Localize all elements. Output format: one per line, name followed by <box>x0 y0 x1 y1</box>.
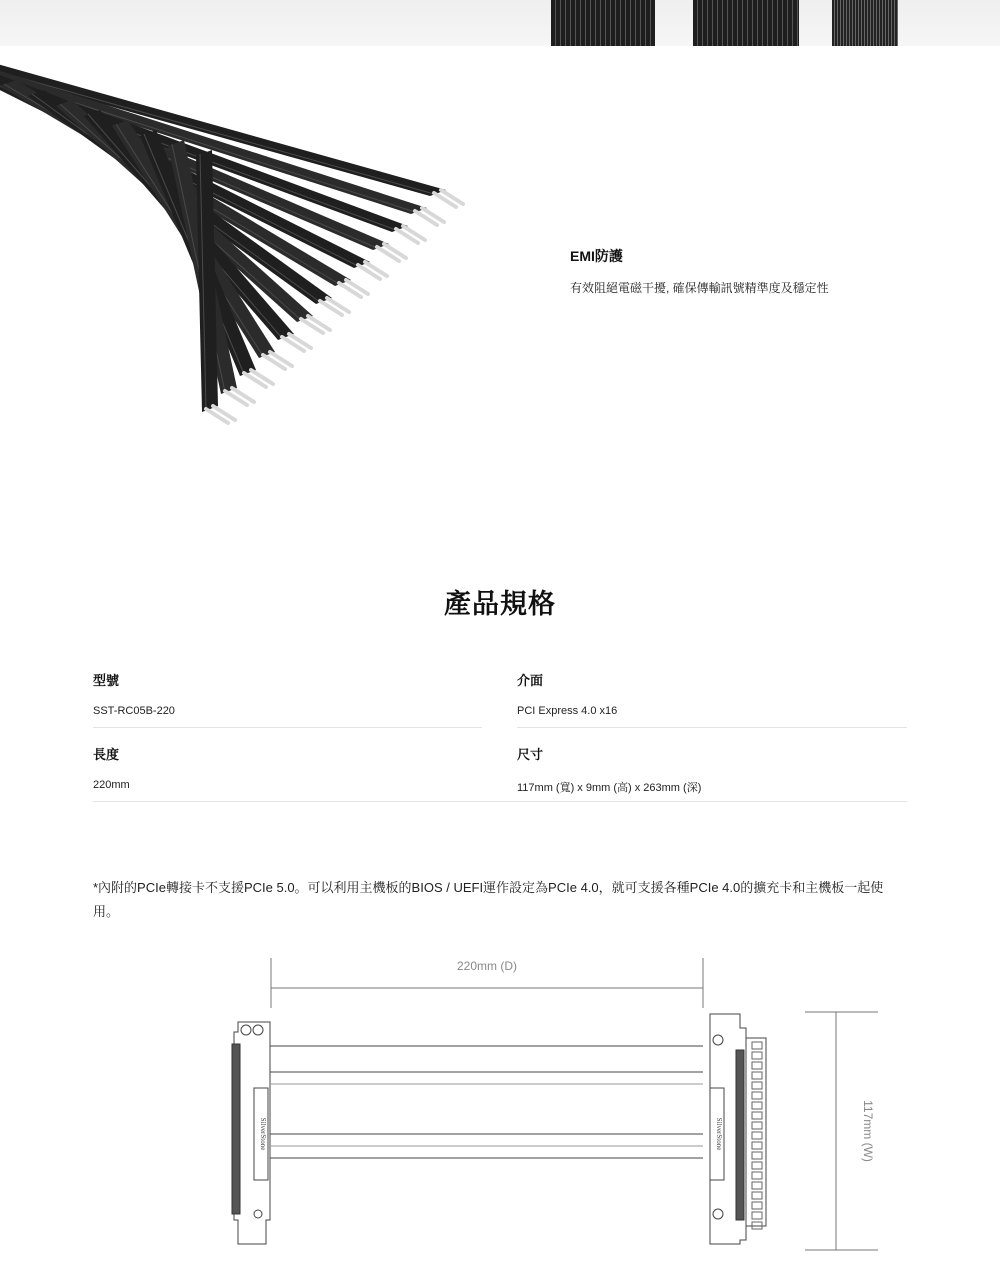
width-dimension-label: 117mm (W) <box>861 1100 875 1162</box>
ribbon-cable-image <box>0 46 520 466</box>
slot-pin <box>752 1082 762 1089</box>
slot-pin <box>752 1202 762 1209</box>
slot-pin <box>752 1142 762 1149</box>
spec-section-title: 產品規格 <box>444 589 556 619</box>
slot-pin <box>752 1132 762 1139</box>
slot-pin <box>752 1092 762 1099</box>
top-cable-image-3 <box>832 0 898 46</box>
spec-value: 117mm (寬) x 9mm (高) x 263mm (深) <box>517 782 702 794</box>
slot-pin <box>752 1052 762 1059</box>
slot-pin <box>752 1172 762 1179</box>
spec-interface <box>517 670 907 717</box>
slot-pin <box>752 1042 762 1049</box>
spec-divider <box>93 801 907 802</box>
slot-pin <box>752 1162 762 1169</box>
slot-pin <box>752 1072 762 1079</box>
spec-value: 220mm <box>93 779 130 791</box>
top-cable-image-2 <box>693 0 799 46</box>
slot-pin <box>752 1212 762 1219</box>
slot-pin <box>752 1152 762 1159</box>
length-dimension-label: 220mm (D) <box>456 959 518 973</box>
slot-pin <box>752 1102 762 1109</box>
spec-model <box>93 670 483 717</box>
slot-pin <box>752 1062 762 1069</box>
brand-logo-left: SilverStone <box>259 1117 267 1151</box>
compatibility-note: *內附的PCIe轉接卡不支援PCIe 5.0。可以利用主機板的BIOS / UEFI運作設定為PCIe 4.0，就可支援各種PCIe 4.0的擴充卡和主機板一起使用。 <box>93 880 884 919</box>
slot-pin <box>752 1192 762 1199</box>
spec-dimensions <box>517 744 907 795</box>
feature-description: 有效阻絕電磁干擾, 確保傳輸訊號精準度及穩定性 <box>570 281 829 295</box>
dimension-drawing <box>200 950 900 1260</box>
slot-pin <box>752 1122 762 1129</box>
spec-value: SST-RC05B-220 <box>93 705 175 717</box>
brand-logo-right: SilverStone <box>715 1117 723 1151</box>
slot-pin <box>752 1182 762 1189</box>
feature-title: EMI防護 <box>570 248 623 264</box>
spec-label: 尺寸 <box>517 747 544 762</box>
top-cable-image-1 <box>551 0 655 46</box>
spec-label: 長度 <box>93 747 120 762</box>
spec-value: PCI Express 4.0 x16 <box>517 705 618 717</box>
slot-pin <box>752 1112 762 1119</box>
spec-divider <box>93 727 482 728</box>
spec-divider <box>517 727 907 728</box>
spec-label: 型號 <box>93 673 120 688</box>
spec-label: 介面 <box>517 673 544 688</box>
spec-length <box>93 744 483 791</box>
feature-emi <box>570 246 970 296</box>
